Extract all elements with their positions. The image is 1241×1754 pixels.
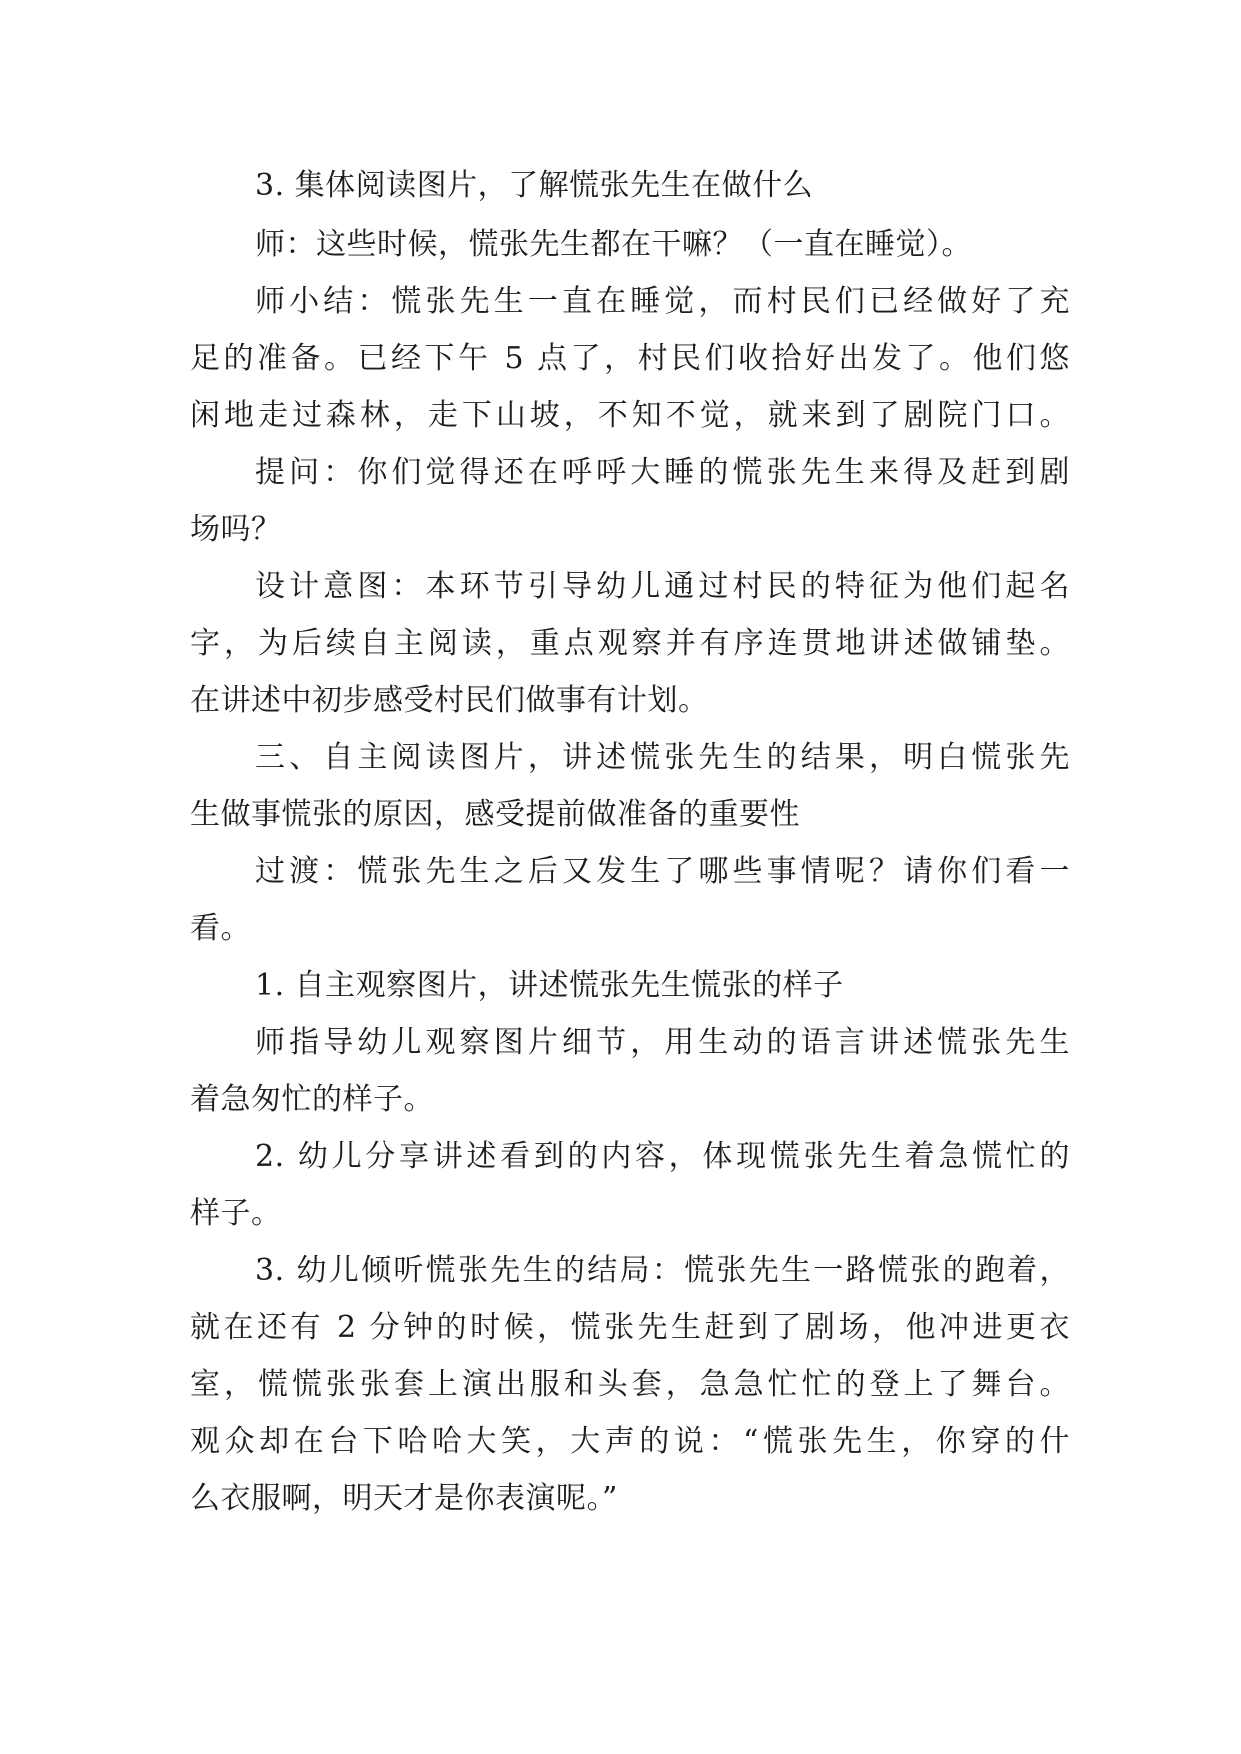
- section-heading: 三、自主阅读图片，讲述慌张先生的结果，明白慌张先: [255, 740, 1070, 775]
- paragraph-line: 看。: [190, 911, 251, 946]
- paragraph-line: 设计意图：本环节引导幼儿通过村民的特征为他们起名: [255, 569, 1070, 604]
- paragraph-line: 么衣服啊，明天才是你表演呢。”: [190, 1481, 618, 1516]
- section-heading: 3. 集体阅读图片，了解慌张先生在做什么: [255, 168, 814, 203]
- paragraph-line: 足的准备。已经下午 5 点了，村民们收拾好出发了。他们悠: [190, 341, 1070, 376]
- paragraph-line: 样子。: [190, 1196, 282, 1231]
- section-heading: 生做事慌张的原因，感受提前做准备的重要性: [190, 797, 800, 832]
- paragraph-line: 场吗？: [190, 512, 282, 547]
- paragraph-line: 师小结：慌张先生一直在睡觉，而村民们已经做好了充: [255, 284, 1070, 319]
- paragraph-line: 在讲述中初步感受村民们做事有计划。: [190, 683, 709, 718]
- paragraph-line: 师：这些时候，慌张先生都在干嘛？（一直在睡觉）。: [255, 227, 972, 262]
- paragraph-line: 就在还有 2 分钟的时候，慌张先生赶到了剧场，他冲进更衣: [190, 1310, 1070, 1345]
- paragraph-line: 观众却在台下哈哈大笑，大声的说：“慌张先生，你穿的什: [190, 1424, 1070, 1459]
- paragraph-line: 闲地走过森林，走下山坡，不知不觉，就来到了剧院门口。: [190, 398, 1070, 433]
- section-heading: 3. 幼儿倾听慌张先生的结局：慌张先生一路慌张的跑着，: [255, 1253, 1070, 1288]
- paragraph-line: 着急匆忙的样子。: [190, 1082, 434, 1117]
- paragraph-line: 师指导幼儿观察图片细节，用生动的语言讲述慌张先生: [255, 1025, 1070, 1060]
- paragraph-line: 室，慌慌张张套上演出服和头套，急急忙忙的登上了舞台。: [190, 1367, 1070, 1402]
- paragraph-line: 提问：你们觉得还在呼呼大睡的慌张先生来得及赶到剧: [255, 455, 1070, 490]
- paragraph-line: 字，为后续自主阅读，重点观察并有序连贯地讲述做铺垫。: [190, 626, 1070, 661]
- paragraph-line: 过渡：慌张先生之后又发生了哪些事情呢？请你们看一: [255, 854, 1070, 889]
- section-heading: 1. 自主观察图片，讲述慌张先生慌张的样子: [255, 968, 844, 1003]
- section-heading: 2. 幼儿分享讲述看到的内容，体现慌张先生着急慌忙的: [255, 1139, 1070, 1174]
